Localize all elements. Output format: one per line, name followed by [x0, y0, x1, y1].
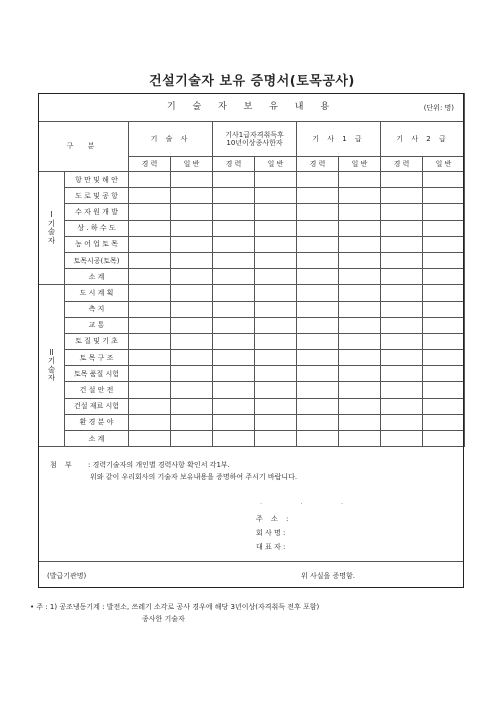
row-label: 항 만 및 해 안	[65, 172, 129, 188]
company-label: 회 사 명 :	[256, 529, 286, 537]
address-label: 주 소 :	[256, 515, 292, 523]
attach-label: 첨 부	[50, 461, 75, 469]
row-label: 토 질 및 기 초	[65, 333, 129, 349]
request-text: 위와 같이 우리회사의 기술자 보유내용을 증명하여 주시기 바랍니다.	[90, 473, 298, 481]
row-label: 수 자 원 개 발	[65, 204, 129, 220]
unit-label: (단위: 명)	[423, 103, 455, 112]
group-2-label-char: II	[49, 347, 54, 357]
subheader-general: 일 반	[339, 157, 381, 172]
ceo-label: 대 표 자 :	[256, 543, 286, 551]
group-2-label-char: 기	[47, 356, 56, 366]
attach-text: : 경력기술자의 개인별 경력사항 확인서 각1부.	[88, 461, 230, 469]
row-label: 상 . 하 수 도	[65, 220, 129, 236]
column-header-line1: 기사1급자격취득후	[225, 130, 284, 139]
issuer-divider	[39, 561, 463, 562]
row-label: 도 로 및 공 항	[65, 188, 129, 204]
group-1-label-char: 술	[47, 227, 56, 237]
subheader-career: 경 력	[297, 157, 339, 172]
footnote-line2: 종사한 기술자	[142, 615, 185, 623]
document-title: 건설기술자 보유 증명서(토목공사)	[149, 74, 355, 89]
issuer-frame	[38, 93, 464, 588]
table-title-text: 기 술 자 보 유 내 용	[167, 102, 337, 113]
subheader-career: 경 력	[381, 157, 423, 172]
group-2-label-char: 자	[47, 373, 56, 383]
column-header-gisa2: 기 사 2 급	[381, 122, 465, 157]
row-label: 측 지	[65, 301, 129, 317]
row-label: 농 어 업 토 목	[65, 236, 129, 252]
column-header-gisa1: 기 사 1 급	[297, 122, 381, 157]
row-label: 소 계	[65, 431, 129, 447]
row-label: 토목시공(토목)	[65, 252, 129, 268]
subheader-general: 일 반	[171, 157, 213, 172]
row-label: 건설 재료 시험	[65, 398, 129, 414]
row-label: 소 계	[65, 269, 129, 285]
row-label: 환 경 분 야	[65, 414, 129, 430]
row-label: 도 시 계 획	[65, 285, 129, 301]
subheader-general: 일 반	[423, 157, 465, 172]
date-dots: . . .	[260, 498, 362, 506]
row-label: 토 목 구 조	[65, 350, 129, 366]
certify-text: 위 사실을 증명함.	[301, 572, 356, 580]
group-1-label-char: I	[50, 209, 53, 219]
issuer-label: (발급기관명)	[47, 572, 87, 580]
footnote-line1: • 주 : 1) 공조냉동기계 : 발전소, 쓰레기 소각로 공사 경우에 해당 3년이상(자격취득 전후 포함)	[30, 603, 320, 611]
column-header-line2: 10년이상종사한자	[226, 139, 283, 147]
subheader-career: 경 력	[129, 157, 171, 172]
group-1-label-char: 자	[47, 235, 56, 245]
category-header: 구 분	[39, 122, 129, 172]
row-label: 토목 품질 시험	[65, 366, 129, 382]
row-label: 교 통	[65, 317, 129, 333]
column-header-gisulsa: 기 술 사	[129, 122, 213, 157]
subheader-general: 일 반	[255, 157, 297, 172]
group-2-label-char: 술	[47, 364, 56, 374]
row-label: 건 설 안 전	[65, 382, 129, 398]
subheader-career: 경 력	[213, 157, 255, 172]
group-1-label-char: 기	[47, 218, 56, 228]
